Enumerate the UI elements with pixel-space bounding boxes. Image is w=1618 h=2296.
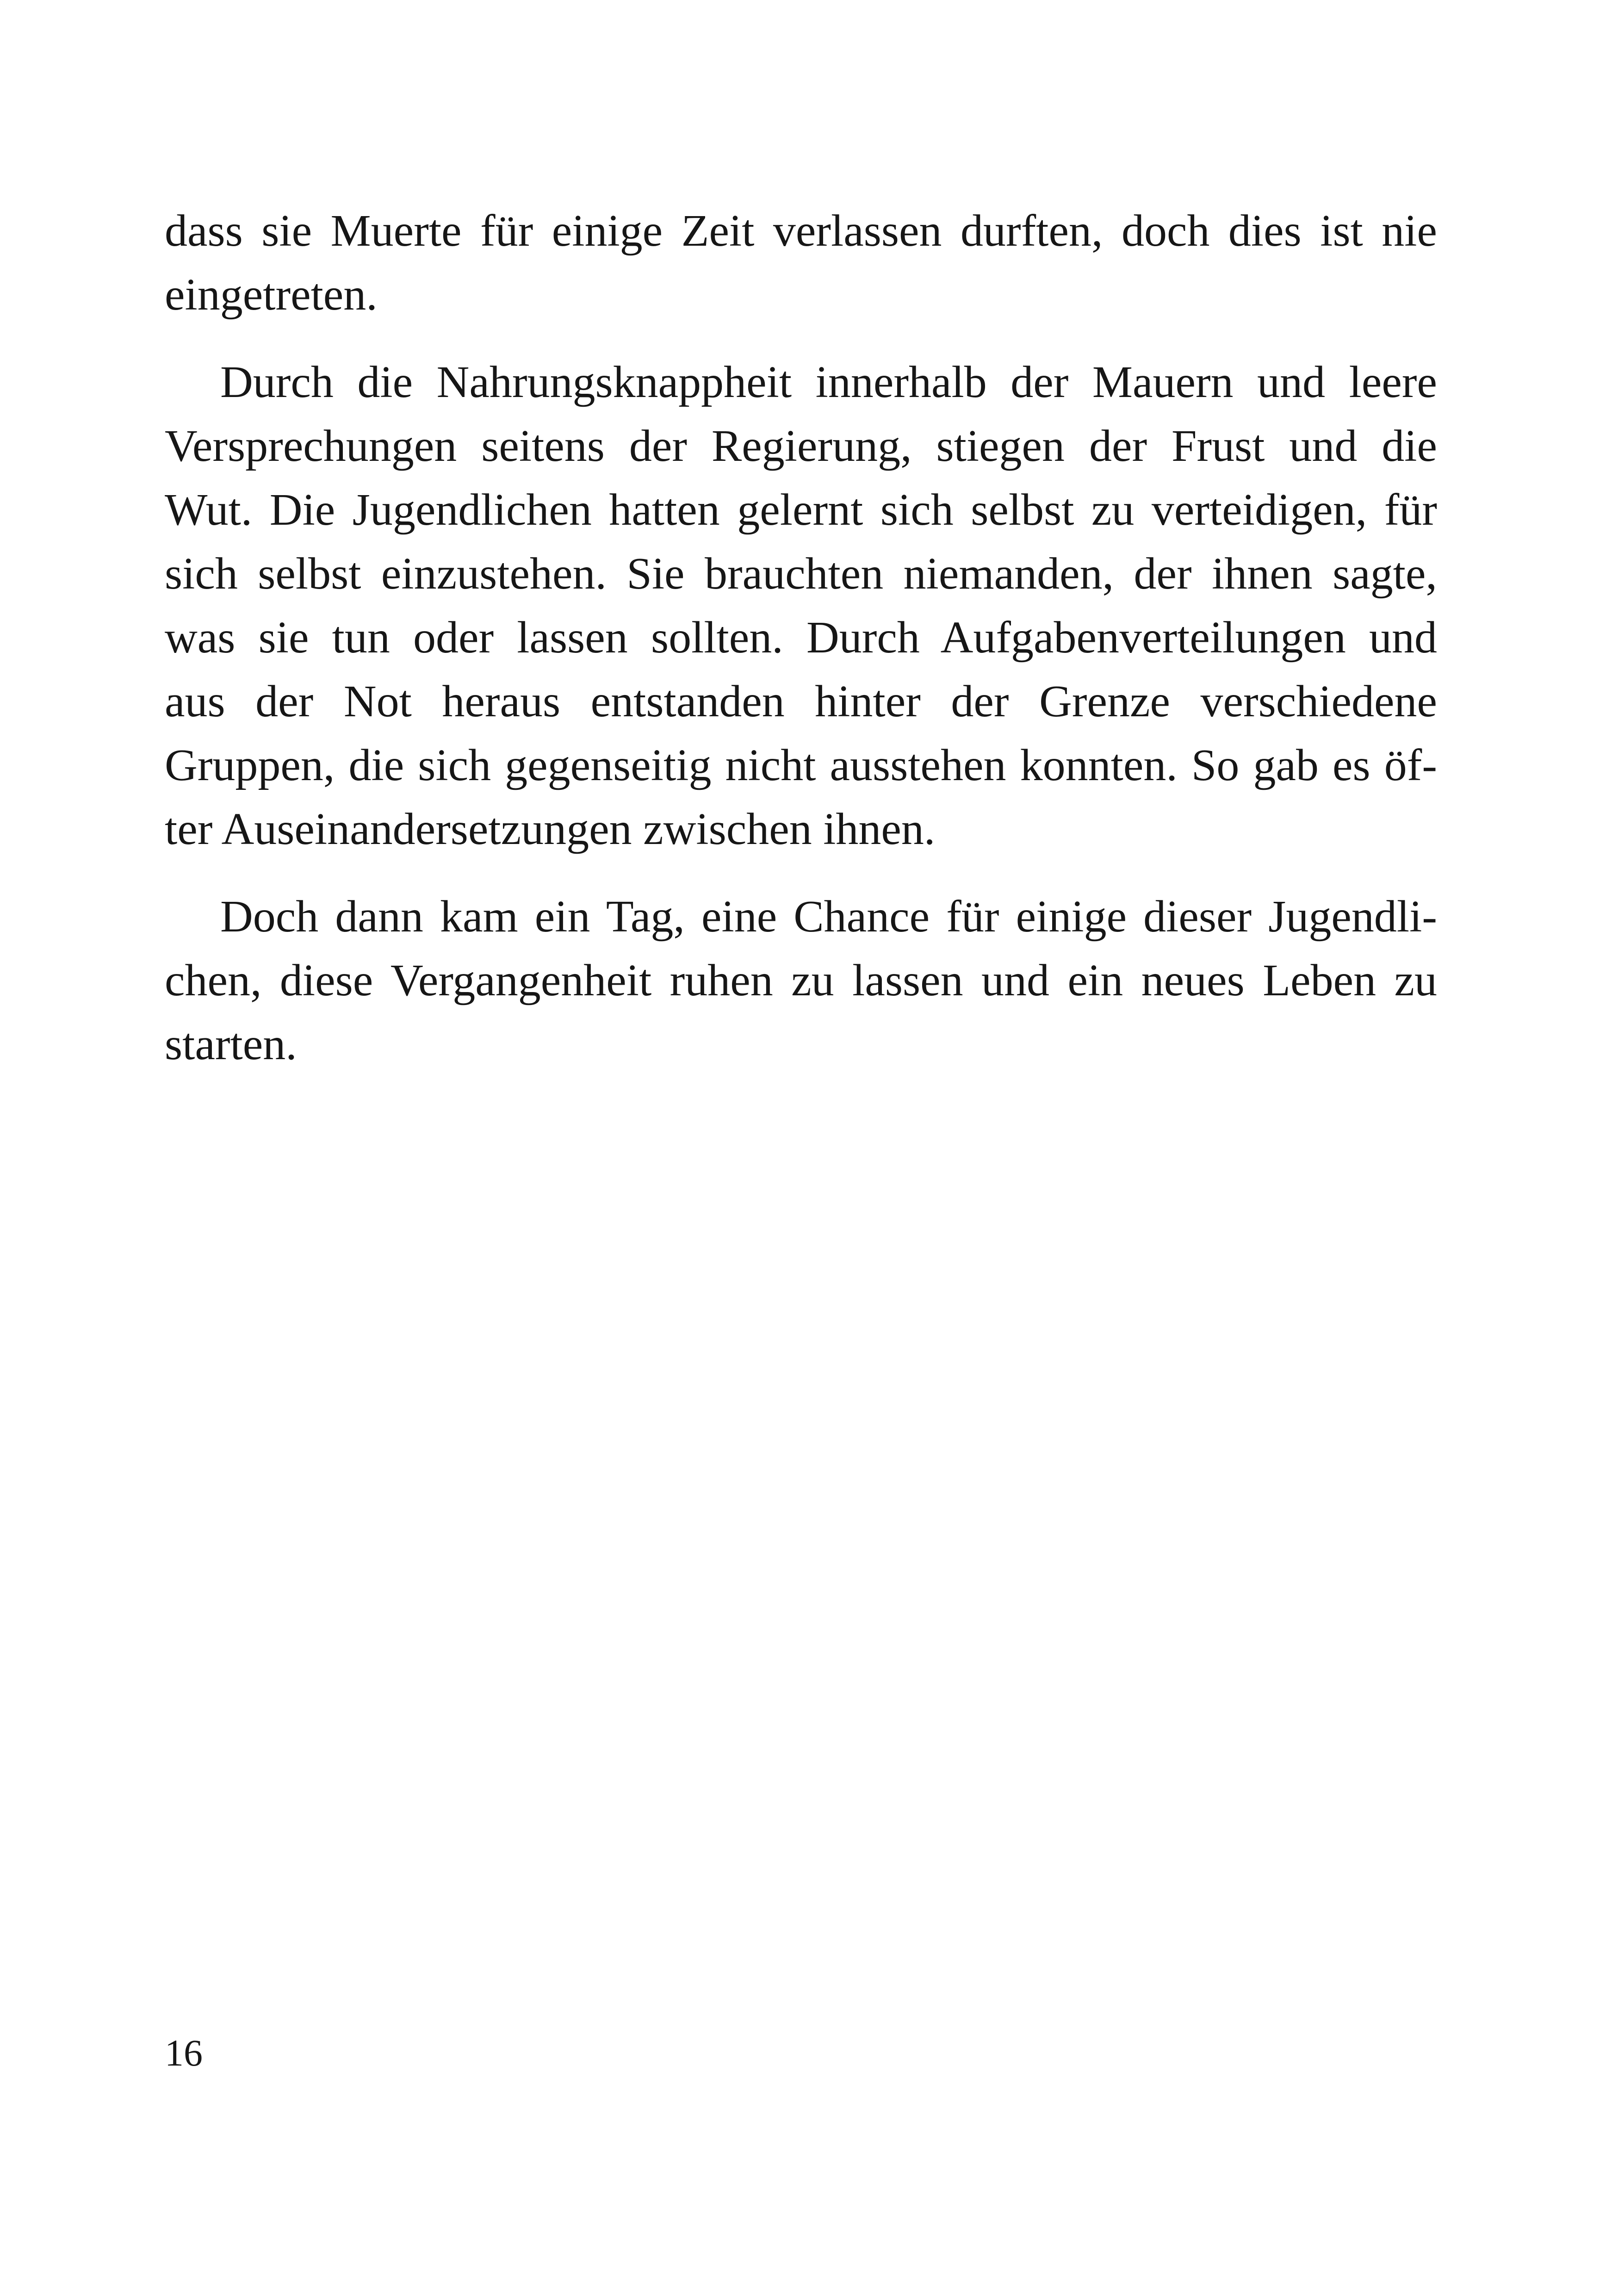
text-line: dass sie Muerte für einige Zeit verlassen durften, doch dies ist nie bbox=[165, 206, 1437, 256]
text-line: Doch dann kam ein Tag, eine Chance für einige dieser Jugendli- bbox=[220, 892, 1437, 942]
text-line: sich selbst einzustehen. Sie brauchten niemanden, der ihnen sagte, bbox=[165, 549, 1437, 599]
text-line: ter Auseinandersetzungen zwischen ihnen. bbox=[165, 804, 936, 854]
text-line: aus der Not heraus entstanden hinter der Grenze verschiedene bbox=[165, 676, 1437, 726]
text-line: starten. bbox=[165, 1019, 297, 1069]
text-line: was sie tun oder lassen sollten. Durch Aufgabenverteilungen und bbox=[165, 613, 1437, 663]
paragraph-3 bbox=[165, 885, 1437, 1076]
body-text bbox=[165, 199, 1437, 1100]
text-line: Durch die Nahrungsknappheit innerhalb der Mauern und leere bbox=[220, 357, 1437, 407]
text-line: Gruppen, die sich gegenseitig nicht ausstehen konnten. So gab es öf- bbox=[165, 740, 1437, 790]
page-number: 16 bbox=[165, 2032, 203, 2074]
paragraph-1 bbox=[165, 199, 1437, 327]
text-line: eingetreten. bbox=[165, 270, 378, 320]
text-line: chen, diese Vergangenheit ruhen zu lassen und ein neues Leben zu bbox=[165, 956, 1437, 1005]
text-line: Wut. Die Jugendlichen hatten gelernt sich selbst zu verteidigen, für bbox=[165, 485, 1437, 535]
paragraph-2 bbox=[165, 350, 1437, 861]
text-line: Versprechungen seitens der Regierung, stiegen der Frust und die bbox=[165, 421, 1437, 471]
